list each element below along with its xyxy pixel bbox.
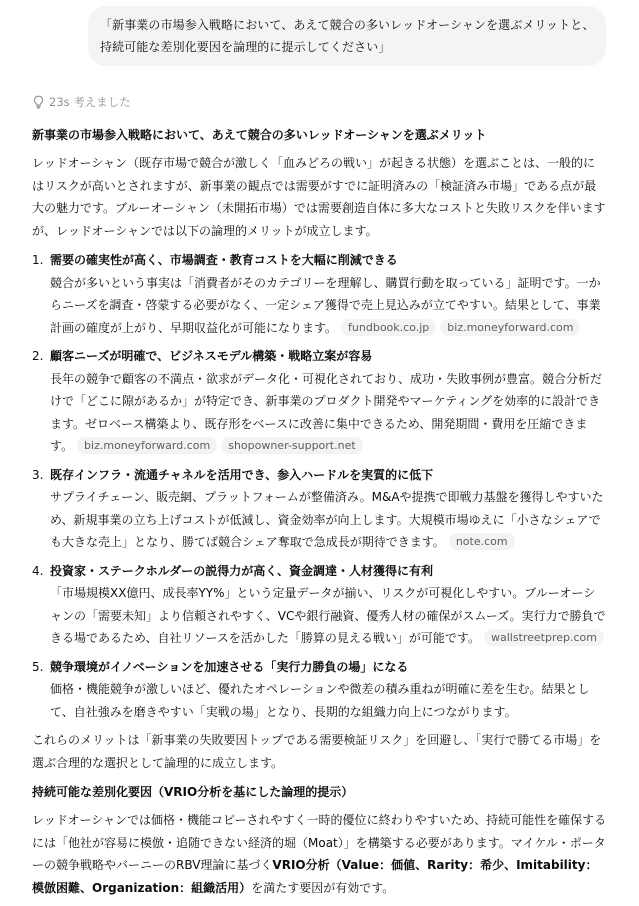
list-number: 5.: [32, 659, 44, 674]
intro-paragraph: レッドオーシャン（既存市場で競合が激しく「血みどろの戦い」が起きる状態）を選ぶことは、一般的にはリスクが高いとされますが、新事業の観点では需要がすでに証明済みの「検証済み市場」である点が最大の魅力です。ブルーオーシャン（未開拓市場）では需要創造自体に多大なコストと失敗リスクを伴いますが、レッドオーシャンでは以下の論理的メリットが成立します。: [32, 156, 606, 238]
differentiation-text-a: レッドオーシャンでは価格・機能コピーされやすく一時的優位に終わりやすいため、持続可能性を確保するには「他社が容易に模倣・追随できない経済的堀（Moat）」を構築する必要があります。マイケル・ポーターの競争戦略やバーニーのRBV理論に基づく: [32, 813, 607, 872]
list-number: 3.: [32, 467, 44, 482]
list-item-body: 競合が多いという事実は「消費者がそのカテゴリーを理解し、購買行動を取っている」証明です。一からニーズを調査・啓蒙する必要がなく、一定シェア獲得で売上見込みが立てやすい。結果として、事業計画の確度が上がり、早期収益化が可能になります。: [50, 275, 601, 335]
source-chip[interactable]: shopowner-support.net: [221, 437, 362, 454]
user-message-text: 「新事業の市場参入戦略において、あえて競合の多いレッドオーシャンを選ぶメリットと、持続可能な差別化要因を論理的に提示してください」: [100, 18, 595, 54]
differentiation-paragraph: [32, 809, 607, 899]
list-item-body: 長年の競争で顧客の不満点・欲求がデータ化・可視化されており、成功・失敗事例が豊富。競合分析だけで「どこに隙があるか」が特定でき、新事業のプロダクト開発やマーケティングを効率的に設計できます。ゼロベース構築より、既存形をベースに改善に集中できるため、開発期間・費用を圧縮できます。: [50, 371, 603, 453]
list-number: 2.: [32, 349, 44, 363]
list-item-body: 価格・機能競争が激しいほど、優れたオペレーションや微差の積み重ねが明確に差を生む。結果として、自社強みを磨きやすい「実戦の場」となり、長期的な組織力向上につながります。: [50, 682, 590, 719]
list-item: [32, 464, 607, 554]
list-number: 4.: [32, 563, 44, 578]
thought-indicator[interactable]: [32, 94, 131, 110]
list-item-title: 既存インフラ・流通チャネルを活用でき、参入ハードルを実質的に低下: [50, 467, 434, 482]
source-chip[interactable]: fundbook.co.jp: [341, 319, 436, 336]
heading-differentiation: 持続可能な差別化要因（VRIO分析を基にした論理的提示）: [32, 785, 354, 799]
source-chip[interactable]: note.com: [449, 533, 515, 550]
list-item-body: 「市場規模XX億円、成長率YY%」という定量データが揃い、リスクが可視化しやすい。ブルーオーシャンの「需要未知」より信頼されやすく、VCや銀行融資、優秀人材の確保がスムーズ。実行力で勝負できる場であるため、自社リソースを活かした「勝算の見える戦い」が可能です。: [50, 586, 606, 645]
list-number: 1.: [32, 253, 44, 267]
list-item-title: 顧客ニーズが明確で、ビジネスモデル構築・戦略立案が容易: [50, 349, 373, 363]
list-item: [32, 656, 607, 724]
list-item-title: 投資家・ステークホルダーの説得力が高く、資金調達・人材獲得に有利: [50, 563, 434, 578]
list-item-title: 競争環境がイノベーションを加速させる「実行力勝負の場」になる: [50, 659, 409, 674]
list-item-body: サプライチェーン、販売網、プラットフォームが整備済み。M&Aや提携で即戦力基盤を獲得しやすいため、新規事業の立ち上げコストが低減し、資金効率が向上します。大規模市場ゆえに「小さなシェアでも大きな売上」となり、勝てば競合シェア奪取で急成長が期待できます。: [50, 490, 604, 549]
list-item: [32, 249, 607, 339]
vrio-definition: VRIO分析（Value：価値、Rarity：希少、Imitability：模倣困難、Organization：組織活用）: [32, 858, 598, 895]
list-item: [32, 560, 607, 650]
assistant-response: [32, 120, 607, 906]
thought-label: 23s 考えました: [49, 95, 131, 109]
conclusion-paragraph: これらのメリットは「新事業の失敗要因トップである需要検証リスク」を回避し、「実行で勝てる市場」を選ぶ合理的な選択として論理的に成立します。: [32, 733, 602, 770]
merit-list: [32, 249, 607, 723]
list-item-title: 需要の確実性が高く、市場調査・教育コストを大幅に削減できる: [50, 253, 398, 267]
list-item: [32, 345, 607, 458]
source-chip[interactable]: biz.moneyforward.com: [440, 319, 580, 336]
user-message-bubble: [88, 6, 606, 66]
differentiation-text-b: を満たす要因が有効です。: [251, 880, 395, 895]
lightbulb-icon: [32, 95, 45, 109]
source-chip[interactable]: biz.moneyforward.com: [77, 437, 217, 454]
heading-merits: 新事業の市場参入戦略において、あえて競合の多いレッドオーシャンを選ぶメリット: [32, 128, 487, 142]
source-chip[interactable]: wallstreetprep.com: [484, 629, 604, 646]
